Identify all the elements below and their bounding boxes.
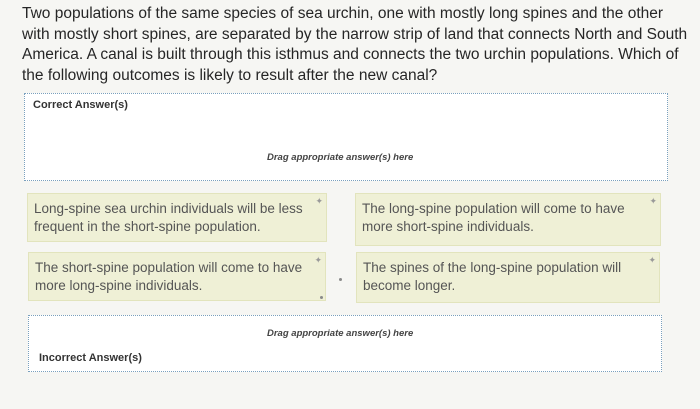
correct-answers-title: Correct Answer(s) [33,99,128,111]
answer-card-text: The long-spine population will come to have more short-spine individuals. [362,201,625,234]
correct-drop-hint: Drag appropriate answer(s) here [267,152,414,163]
question-text: Two populations of the same species of sea urchin, one with mostly long spines and the other with mostly short spines, are separated by the narrow strip of land that connects North and South America. A canal is built through this isthmus and connects the two urchin populations. Which of the following outcomes is likely to result after the new canal? [22,5,688,84]
answer-card-text: The short-spine population will come to have more long-spine individuals. [35,260,303,293]
move-icon: ✦ [314,255,322,265]
stray-dot [320,296,323,299]
move-icon: ✦ [315,196,323,206]
incorrect-answers-drop-zone[interactable] [28,315,662,372]
stray-dot [339,278,342,281]
move-icon: ✦ [648,255,656,265]
answer-card-text: Long-spine sea urchin individuals will be less frequent in the short-spine population. [34,201,303,234]
answer-card[interactable] [28,252,326,301]
correct-answers-drop-zone[interactable] [24,93,668,181]
move-icon: ✦ [649,196,657,206]
answer-card[interactable] [355,193,661,246]
incorrect-drop-hint: Drag appropriate answer(s) here [267,328,414,339]
answer-card-text: The spines of the long-spine population will become longer. [363,260,622,293]
answer-card[interactable] [356,252,660,303]
incorrect-answers-title: Incorrect Answer(s) [39,352,142,364]
answer-card[interactable] [27,193,327,242]
